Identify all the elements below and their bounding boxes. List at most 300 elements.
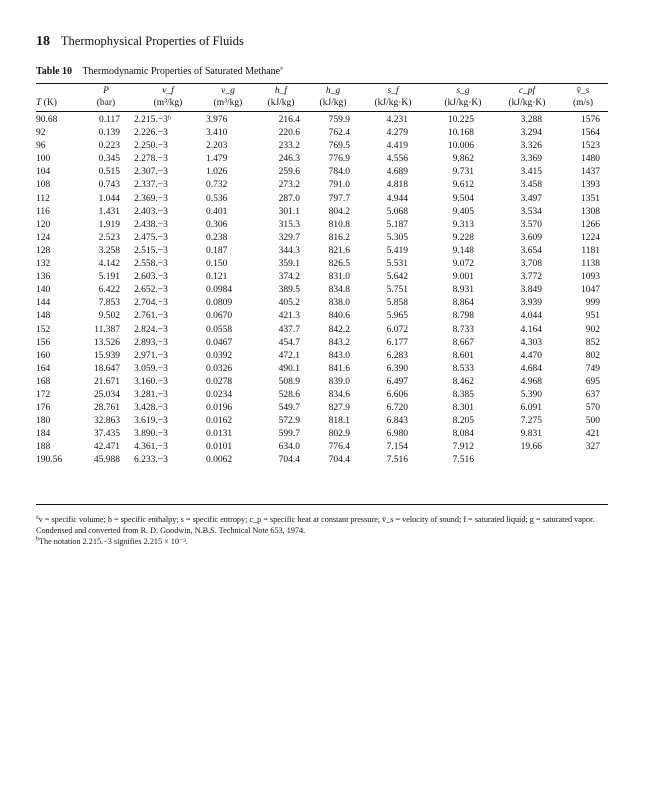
- header-cpf-symbol: c_pf: [518, 86, 536, 96]
- cell-hf: 528.6: [278, 389, 300, 400]
- cell-sg: 9.313: [452, 219, 474, 230]
- header-cpf: [496, 86, 558, 109]
- table-header-rule: [36, 111, 608, 112]
- cell-vf: 2.226.−3: [134, 128, 168, 139]
- cell-vg: 0.0984: [206, 285, 233, 296]
- table-row: [36, 179, 608, 192]
- cell-vf: 2.215.−3ᵇ: [134, 115, 171, 125]
- cell-sg: 10.168: [447, 128, 474, 139]
- cell-vg: 0.0101: [206, 442, 233, 453]
- cell-sound-velocity: 902: [585, 324, 600, 335]
- cell-temperature: 90.68: [36, 115, 58, 125]
- cell-cpf: 19.66: [520, 442, 542, 453]
- cell-pressure: 9.502: [98, 311, 120, 322]
- header-vf-symbol: v_f: [162, 86, 174, 96]
- cell-cpf: 4.164: [520, 324, 542, 335]
- header-vs-symbol: v̄_s: [576, 86, 590, 96]
- cell-vg: 0.0558: [206, 324, 233, 335]
- cell-temperature: 92: [36, 128, 46, 139]
- table-row: [36, 271, 608, 284]
- footnote-a: [36, 514, 608, 536]
- cell-hf: 315.3: [278, 219, 300, 230]
- cell-sf: 6.283: [386, 350, 408, 361]
- table-body: [36, 114, 608, 468]
- cell-pressure: 6.422: [98, 285, 120, 296]
- cell-sound-velocity: 1564: [581, 128, 600, 139]
- cell-pressure: 18.647: [93, 363, 120, 374]
- cell-vf: 4.361.−3: [134, 442, 168, 453]
- cell-sg: 7.912: [452, 442, 474, 453]
- cell-vg: 2.203: [206, 141, 228, 152]
- cell-pressure: 13.526: [93, 337, 120, 348]
- cell-vg: 0.536: [206, 193, 228, 204]
- cell-hf: 704.4: [278, 455, 300, 466]
- cell-pressure: 45.988: [93, 455, 120, 466]
- cell-sg: 10.225: [447, 115, 474, 125]
- cell-pressure: 21.671: [93, 376, 120, 387]
- cell-vf: 2.369.−3: [134, 193, 168, 204]
- cell-sg: 9.862: [452, 154, 474, 165]
- table-row: [36, 363, 608, 376]
- cell-sf: 5.858: [386, 298, 408, 309]
- cell-hg: 776.9: [328, 154, 350, 165]
- cell-hg: 843.2: [328, 337, 350, 348]
- cell-cpf: 3.415: [520, 167, 542, 178]
- cell-vf: 3.160.−3: [134, 376, 168, 387]
- footnote-a-mark: a: [36, 514, 39, 521]
- cell-vf: 3.059.−3: [134, 363, 168, 374]
- cell-hg: 816.2: [328, 232, 350, 243]
- cell-vf: 6.233.−3: [134, 455, 168, 466]
- cell-vg: 0.0670: [206, 311, 233, 322]
- footnotes: [36, 514, 608, 547]
- table-row: [36, 153, 608, 166]
- header-hg: [308, 86, 358, 109]
- cell-cpf: 3.369: [520, 154, 542, 165]
- cell-sf: 4.556: [386, 154, 408, 165]
- cell-cpf: 3.939: [520, 298, 542, 309]
- cell-sound-velocity: 1523: [581, 141, 600, 152]
- cell-vg: 0.0392: [206, 350, 233, 361]
- cell-hg: 776.4: [328, 442, 350, 453]
- cell-vf: 2.971.−3: [134, 350, 168, 361]
- table-row: [36, 415, 608, 428]
- cell-vg: 0.0234: [206, 389, 233, 400]
- cell-hg: 769.5: [328, 141, 350, 152]
- cell-sg: 9.001: [452, 272, 474, 283]
- cell-vg: 0.0162: [206, 416, 233, 427]
- cell-vg: 0.0131: [206, 429, 233, 440]
- table-title: Thermodynamic Properties of Saturated Methane: [82, 66, 281, 77]
- cell-temperature: 188: [36, 442, 51, 453]
- cell-cpf: 3.772: [520, 272, 542, 283]
- table-row: [36, 258, 608, 271]
- cell-hg: 843.0: [328, 350, 350, 361]
- cell-sf: 6.072: [386, 324, 408, 335]
- cell-hf: 389.5: [278, 285, 300, 296]
- cell-vf: 3.619.−3: [134, 416, 168, 427]
- cell-vg: 3.410: [206, 128, 228, 139]
- cell-hf: 508.9: [278, 376, 300, 387]
- cell-sf: 5.187: [386, 219, 408, 230]
- header-hg-symbol: h_g: [325, 86, 341, 96]
- cell-hf: 259.6: [278, 167, 300, 178]
- table-row: [36, 454, 608, 467]
- table-row: [36, 140, 608, 153]
- cell-sound-velocity: 1393: [581, 180, 600, 191]
- cell-sf: 6.390: [386, 363, 408, 374]
- cell-sound-velocity: 1351: [581, 193, 600, 204]
- table-row: [36, 245, 608, 258]
- cell-temperature: 160: [36, 350, 51, 361]
- cell-temperature: 96: [36, 141, 46, 152]
- cell-vf: 2.515.−3: [134, 245, 168, 256]
- header-vs-unit: (m/s): [572, 97, 594, 108]
- cell-vg: 0.732: [206, 180, 228, 191]
- cell-vf: 2.603.−3: [134, 272, 168, 283]
- cell-sg: 10.006: [447, 141, 474, 152]
- page-number: 18: [36, 34, 50, 49]
- cell-vf: 3.890.−3: [134, 429, 168, 440]
- header-vs: [560, 86, 606, 109]
- cell-sound-velocity: 421: [585, 429, 600, 440]
- cell-temperature: 144: [36, 298, 51, 309]
- cell-sf: 4.689: [386, 167, 408, 178]
- cell-pressure: 7.853: [98, 298, 120, 309]
- cell-temperature: 140: [36, 285, 51, 296]
- cell-temperature: 128: [36, 245, 51, 256]
- cell-temperature: 184: [36, 429, 51, 440]
- header-P-symbol: P: [103, 86, 109, 96]
- cell-pressure: 4.142: [98, 259, 120, 270]
- header-hg-unit: (kJ/kg): [319, 97, 347, 108]
- cell-vg: 3.976: [206, 115, 228, 125]
- cell-cpf: 7.275: [520, 416, 542, 427]
- cell-hg: 784.0: [328, 167, 350, 178]
- table-row: [36, 324, 608, 337]
- header-T-unit: (K): [43, 98, 57, 108]
- cell-pressure: 25.034: [93, 389, 120, 400]
- table-row: [36, 114, 608, 127]
- cell-sg: 8.601: [452, 350, 474, 361]
- cell-vg: 0.306: [206, 219, 228, 230]
- cell-hg: 804.2: [328, 206, 350, 217]
- cell-pressure: 1.044: [98, 193, 120, 204]
- cell-sound-velocity: 852: [585, 337, 600, 348]
- cell-vf: 2.278.−3: [134, 154, 168, 165]
- cell-vf: 2.761.−3: [134, 311, 168, 322]
- cell-vg: 1.026: [206, 167, 228, 178]
- footnote-b-text: The notation 2.215.−3 signifies 2.215 × 10⁻³.: [39, 537, 188, 546]
- table-row: [36, 284, 608, 297]
- cell-cpf: 3.654: [520, 245, 542, 256]
- cell-hf: 634.0: [278, 442, 300, 453]
- cell-sound-velocity: 695: [585, 376, 600, 387]
- cell-vg: 0.0467: [206, 337, 233, 348]
- cell-hf: 287.0: [278, 193, 300, 204]
- cell-vf: 2.438.−3: [134, 219, 168, 230]
- cell-cpf: 3.326: [520, 141, 542, 152]
- cell-sf: 4.944: [386, 193, 408, 204]
- cell-hf: 246.3: [278, 154, 300, 165]
- cell-hg: 821.6: [328, 245, 350, 256]
- cell-hg: 827.9: [328, 403, 350, 414]
- cell-sf: 7.154: [386, 442, 408, 453]
- cell-hf: 233.2: [278, 141, 300, 152]
- cell-cpf: 4.684: [520, 363, 542, 374]
- cell-hf: 220.6: [278, 128, 300, 139]
- cell-vf: 2.652.−3: [134, 285, 168, 296]
- cell-sound-velocity: 1576: [581, 115, 600, 125]
- cell-temperature: 104: [36, 167, 51, 178]
- cell-sg: 9.731: [452, 167, 474, 178]
- cell-sg: 9.504: [452, 193, 474, 204]
- cell-vf: 3.281.−3: [134, 389, 168, 400]
- cell-sf: 5.965: [386, 311, 408, 322]
- cell-sound-velocity: 1047: [581, 285, 600, 296]
- cell-cpf: 3.458: [520, 180, 542, 191]
- cell-sg: 8.385: [452, 389, 474, 400]
- cell-hg: 818.1: [328, 416, 350, 427]
- table-row: [36, 428, 608, 441]
- cell-temperature: 156: [36, 337, 51, 348]
- table-row: [36, 310, 608, 323]
- cell-sound-velocity: 1266: [581, 219, 600, 230]
- header-sg-symbol: s_g: [456, 86, 470, 96]
- cell-hf: 472.1: [278, 350, 300, 361]
- header-sf-unit: (kJ/kg·K): [374, 97, 412, 108]
- cell-hf: 599.7: [278, 429, 300, 440]
- cell-vg: 0.0278: [206, 376, 233, 387]
- cell-sf: 6.843: [386, 416, 408, 427]
- header-T-symbol: T: [36, 98, 42, 108]
- cell-hf: 329.7: [278, 232, 300, 243]
- cell-sound-velocity: 1437: [581, 167, 600, 178]
- cell-pressure: 1.919: [98, 219, 120, 230]
- cell-sg: 8.533: [452, 363, 474, 374]
- cell-cpf: 3.609: [520, 232, 542, 243]
- header-cpf-unit: (kJ/kg·K): [508, 97, 546, 108]
- cell-temperature: 172: [36, 389, 51, 400]
- cell-temperature: 148: [36, 311, 51, 322]
- cell-hg: 842.2: [328, 324, 350, 335]
- cell-pressure: 0.117: [98, 115, 120, 125]
- cell-sf: 5.531: [386, 259, 408, 270]
- cell-sound-velocity: 570: [585, 403, 600, 414]
- cell-hf: 344.3: [278, 245, 300, 256]
- cell-vf: 2.307.−3: [134, 167, 168, 178]
- cell-vg: 0.0196: [206, 403, 233, 414]
- cell-sound-velocity: 802: [585, 350, 600, 361]
- table-label: Table 10: [36, 66, 73, 77]
- cell-sound-velocity: 1224: [581, 232, 600, 243]
- table-column-headers: [36, 86, 608, 110]
- cell-cpf: 3.534: [520, 206, 542, 217]
- header-sf: [362, 86, 424, 109]
- cell-temperature: 124: [36, 232, 51, 243]
- header-vf-unit: (m³/kg): [153, 97, 183, 108]
- cell-hf: 374.2: [278, 272, 300, 283]
- table-row: [36, 337, 608, 350]
- cell-vg: 0.121: [206, 272, 228, 283]
- cell-hf: 572.9: [278, 416, 300, 427]
- cell-temperature: 136: [36, 272, 51, 283]
- cell-sg: 9.148: [452, 245, 474, 256]
- cell-vg: 0.0326: [206, 363, 233, 374]
- cell-hg: 759.9: [328, 115, 350, 125]
- cell-vf: 2.337.−3: [134, 180, 168, 191]
- cell-hf: 216.4: [278, 115, 300, 125]
- cell-vf: 2.475.−3: [134, 232, 168, 243]
- cell-pressure: 5.191: [98, 272, 120, 283]
- table-row: [36, 350, 608, 363]
- footnote-b-mark: b: [36, 536, 39, 543]
- cell-hf: 273.2: [278, 180, 300, 191]
- cell-pressure: 0.139: [98, 128, 120, 139]
- cell-sound-velocity: 1138: [581, 259, 600, 270]
- header-P-unit: (bar): [96, 97, 116, 108]
- cell-sound-velocity: 1308: [581, 206, 600, 217]
- cell-sound-velocity: 1181: [581, 245, 600, 256]
- cell-vf: 2.558.−3: [134, 259, 168, 270]
- cell-sf: 7.516: [386, 455, 408, 466]
- cell-hg: 831.0: [328, 272, 350, 283]
- cell-hg: 802.9: [328, 429, 350, 440]
- header-vf: [140, 86, 196, 109]
- cell-temperature: 132: [36, 259, 51, 270]
- cell-temperature: 152: [36, 324, 51, 335]
- cell-pressure: 3.258: [98, 245, 120, 256]
- cell-sf: 6.497: [386, 376, 408, 387]
- cell-hg: 791.0: [328, 180, 350, 191]
- cell-sg: 7.516: [452, 455, 474, 466]
- cell-pressure: 0.515: [98, 167, 120, 178]
- cell-temperature: 116: [36, 206, 50, 217]
- cell-pressure: 0.223: [98, 141, 120, 152]
- running-head: [36, 34, 244, 50]
- cell-sg: 9.072: [452, 259, 474, 270]
- cell-pressure: 0.743: [98, 180, 120, 191]
- cell-cpf: 3.288: [520, 115, 542, 125]
- footnote-a-text: v = specific volume; h = specific enthalpy; s = specific entropy; c_p = specific heat at constant pressure; v̄_s = velocity of sound; f = saturated liquid; g = saturated vapor. Condensed and converted from R. D. Goodwin, N.B.S. Technical Note 653, 1974.: [36, 515, 595, 535]
- cell-pressure: 32.863: [93, 416, 120, 427]
- cell-sf: 5.305: [386, 232, 408, 243]
- cell-vg: 1.479: [206, 154, 228, 165]
- header-vg-unit: (m³/kg): [213, 97, 243, 108]
- table-title-note-mark: a: [280, 65, 283, 72]
- cell-hg: 797.7: [328, 193, 350, 204]
- cell-sound-velocity: 749: [585, 363, 600, 374]
- cell-vf: 2.824.−3: [134, 324, 168, 335]
- cell-hf: 359.1: [278, 259, 300, 270]
- cell-cpf: 9.831: [520, 429, 542, 440]
- table-row: [36, 402, 608, 415]
- cell-sg: 9.612: [452, 180, 474, 191]
- cell-sound-velocity: 1480: [581, 154, 600, 165]
- table-row: [36, 206, 608, 219]
- table-row: [36, 193, 608, 206]
- cell-pressure: 42.471: [93, 442, 120, 453]
- cell-cpf: 3.570: [520, 219, 542, 230]
- cell-cpf: 4.044: [520, 311, 542, 322]
- header-sg-unit: (kJ/kg·K): [444, 97, 482, 108]
- table-row: [36, 389, 608, 402]
- cell-vg: 0.401: [206, 206, 228, 217]
- cell-hg: 810.8: [328, 219, 350, 230]
- cell-vg: 0.0809: [206, 298, 233, 309]
- table-row: [36, 219, 608, 232]
- cell-pressure: 1.431: [98, 206, 120, 217]
- cell-cpf: 4.968: [520, 376, 542, 387]
- cell-sf: 6.606: [386, 389, 408, 400]
- cell-sf: 4.419: [386, 141, 408, 152]
- header-hf: [256, 86, 306, 109]
- cell-vf: 3.428.−3: [134, 403, 168, 414]
- header-hf-unit: (kJ/kg): [267, 97, 295, 108]
- cell-sf: 5.419: [386, 245, 408, 256]
- header-sf-symbol: s_f: [387, 86, 399, 96]
- cell-vf: 2.250.−3: [134, 141, 168, 152]
- cell-hf: 421.3: [278, 311, 300, 322]
- cell-cpf: 6.091: [520, 403, 542, 414]
- cell-pressure: 11.387: [94, 324, 120, 335]
- cell-hg: 834.8: [328, 285, 350, 296]
- cell-hg: 826.5: [328, 259, 350, 270]
- table-row: [36, 376, 608, 389]
- cell-hf: 490.1: [278, 363, 300, 374]
- cell-temperature: 164: [36, 363, 51, 374]
- cell-sg: 9.228: [452, 232, 474, 243]
- cell-sf: 4.818: [386, 180, 408, 191]
- cell-sg: 9.405: [452, 206, 474, 217]
- cell-cpf: 3.849: [520, 285, 542, 296]
- running-title: Thermophysical Properties of Fluids: [60, 34, 244, 48]
- cell-cpf: 3.497: [520, 193, 542, 204]
- cell-temperature: 100: [36, 154, 51, 165]
- cell-sg: 8.205: [452, 416, 474, 427]
- cell-hf: 454.7: [278, 337, 300, 348]
- cell-sound-velocity: 327: [585, 442, 600, 453]
- cell-temperature: 112: [36, 193, 50, 204]
- cell-hf: 301.1: [278, 206, 300, 217]
- cell-hg: 841.6: [328, 363, 350, 374]
- footnote-b: [36, 536, 608, 547]
- cell-hg: 834.6: [328, 389, 350, 400]
- cell-vf: 2.403.−3: [134, 206, 168, 217]
- cell-sound-velocity: 1093: [581, 272, 600, 283]
- cell-sf: 5.642: [386, 272, 408, 283]
- header-hf-symbol: h_f: [274, 86, 288, 96]
- cell-cpf: 4.470: [520, 350, 542, 361]
- table-row: [36, 127, 608, 140]
- cell-sound-velocity: 999: [585, 298, 600, 309]
- cell-cpf: 5.390: [520, 389, 542, 400]
- cell-vf: 2.704.−3: [134, 298, 168, 309]
- cell-vg: 0.187: [206, 245, 228, 256]
- cell-sg: 8.667: [452, 337, 474, 348]
- cell-hg: 838.0: [328, 298, 350, 309]
- cell-sg: 8.864: [452, 298, 474, 309]
- cell-hg: 840.6: [328, 311, 350, 322]
- cell-vf: 2.893.−3: [134, 337, 168, 348]
- cell-temperature: 168: [36, 376, 51, 387]
- header-T: [36, 98, 76, 110]
- header-vg: [200, 86, 256, 109]
- cell-pressure: 28.761: [93, 403, 120, 414]
- table-caption: [36, 66, 283, 77]
- cell-hg: 704.4: [328, 455, 350, 466]
- cell-sg: 8.301: [452, 403, 474, 414]
